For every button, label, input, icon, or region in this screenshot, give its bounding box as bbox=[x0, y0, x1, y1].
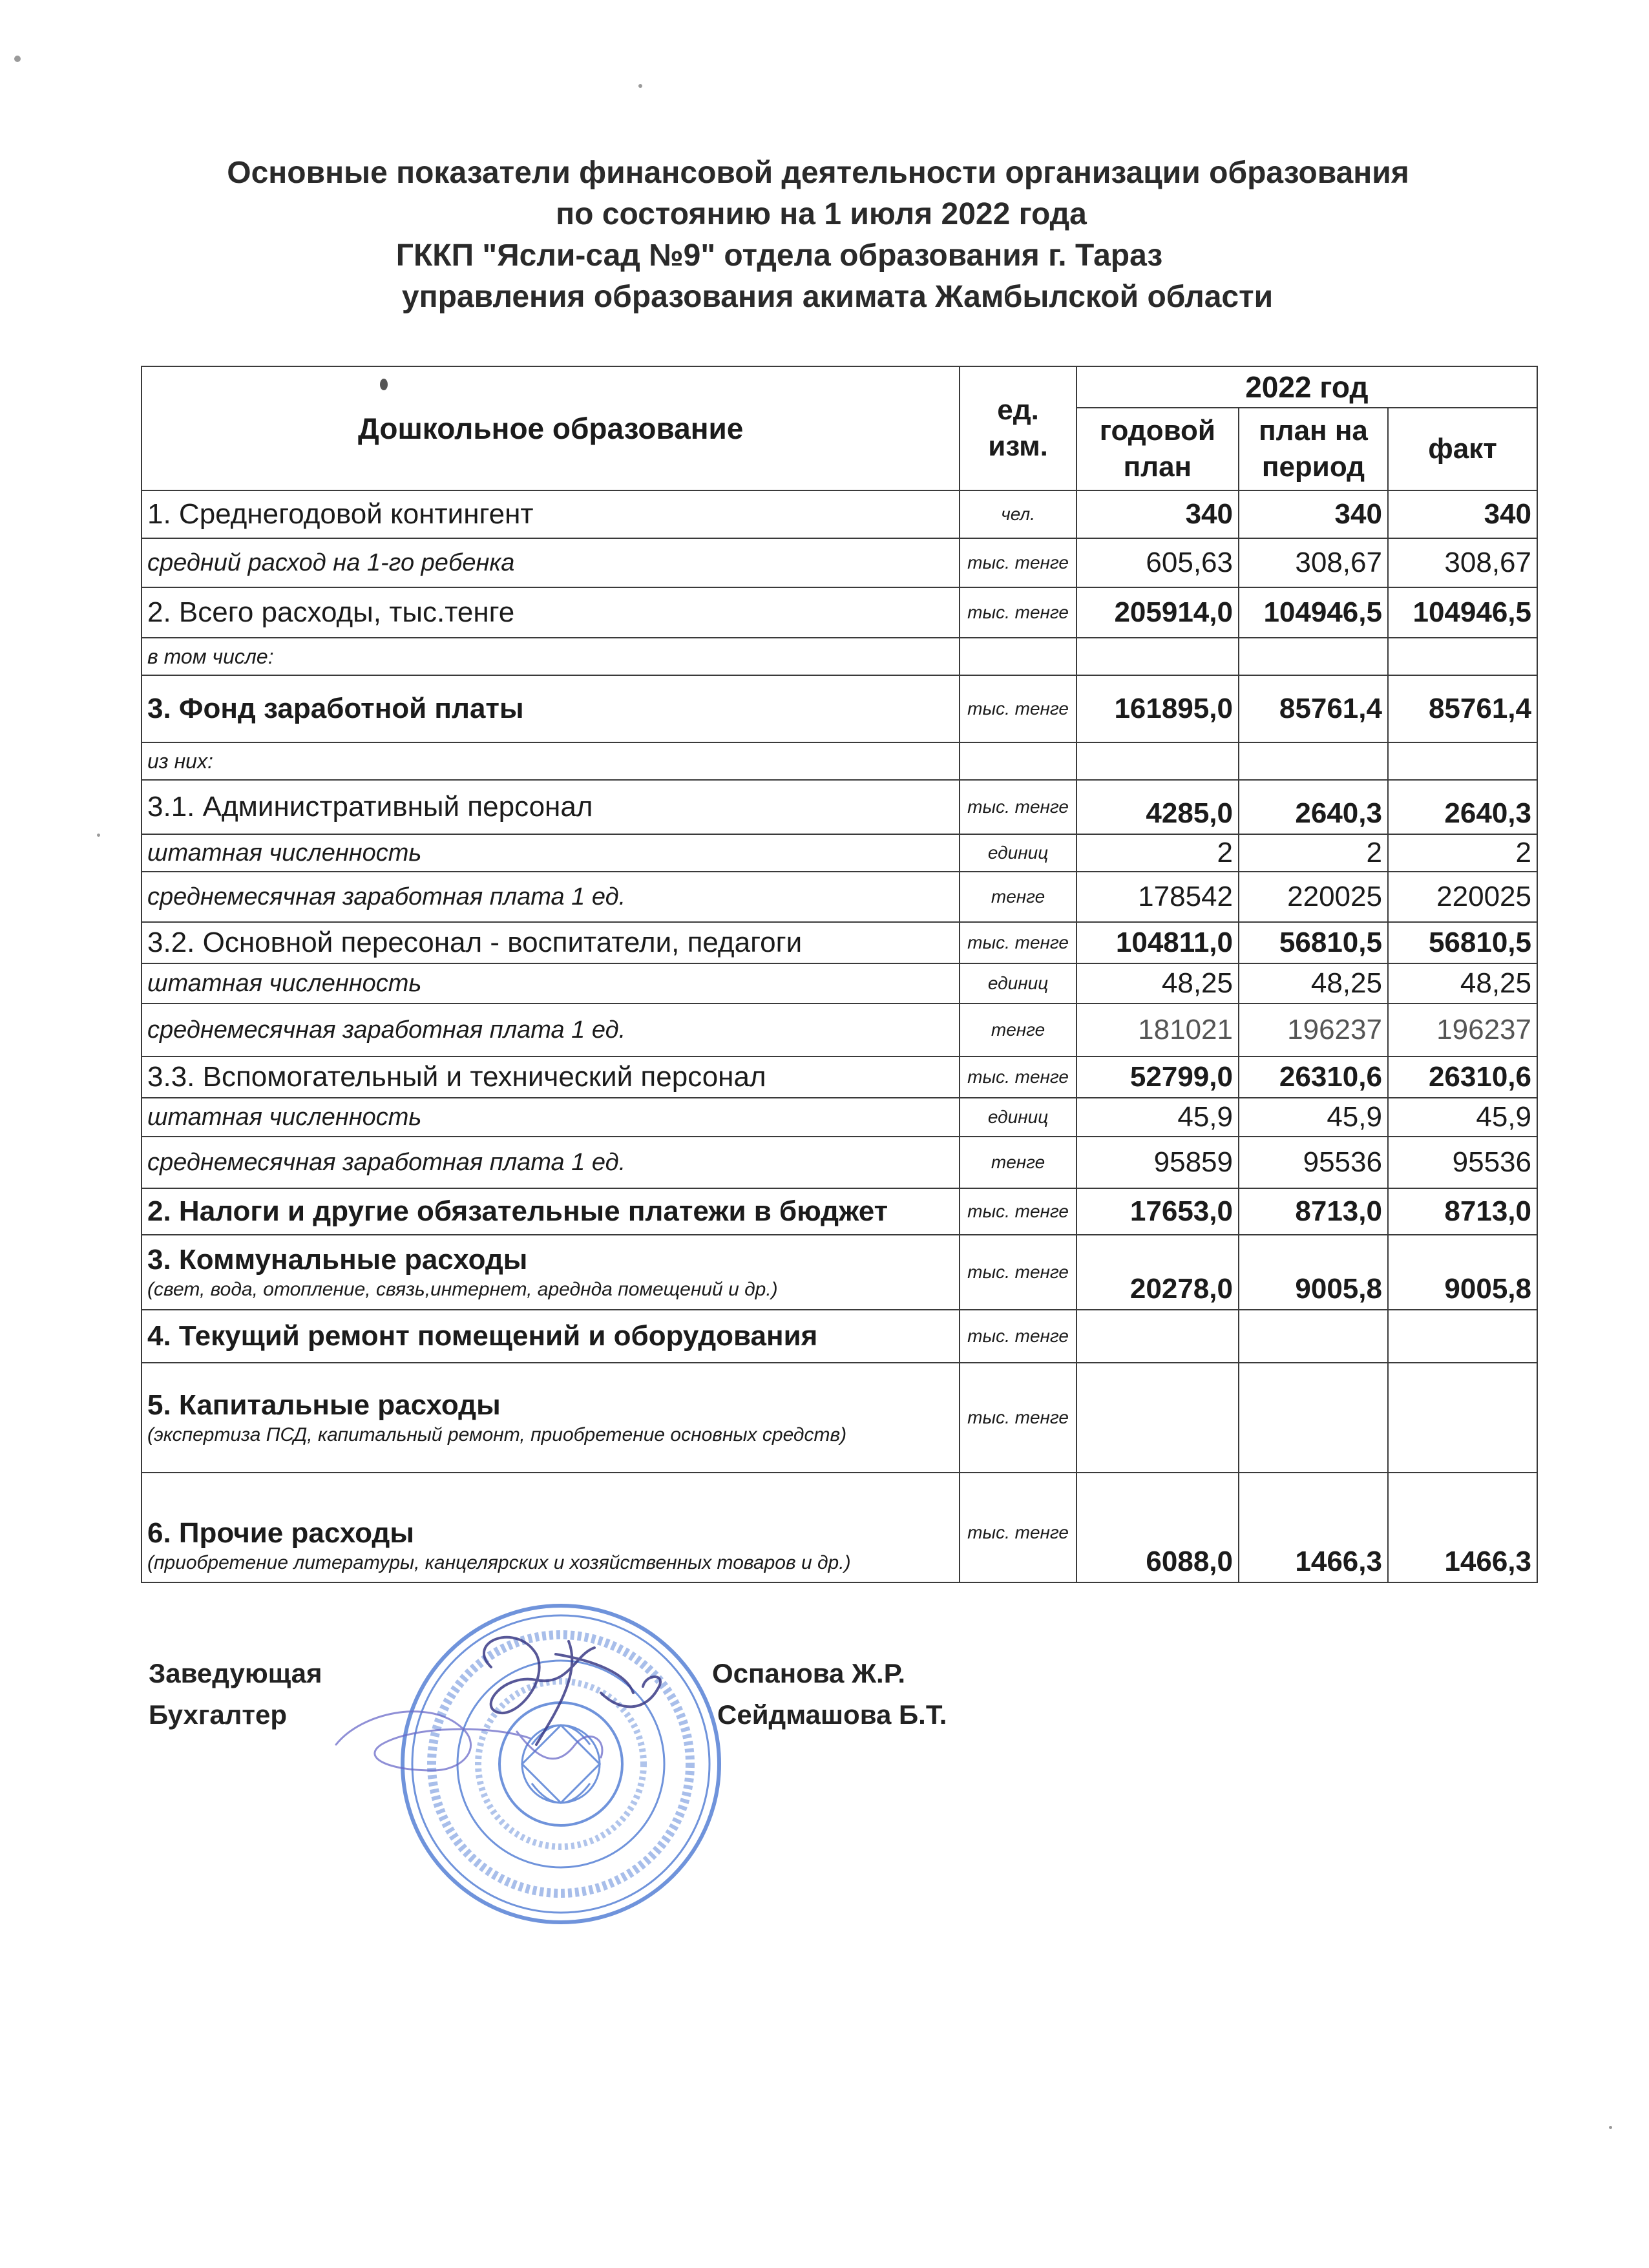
row-unit: единиц bbox=[960, 963, 1076, 1003]
row-unit: тыс. тенге bbox=[960, 1473, 1076, 1582]
row-fact: 85761,4 bbox=[1388, 675, 1537, 742]
row-annual-plan: 178542 bbox=[1077, 872, 1239, 922]
accountant-name: Сейдмашова Б.Т. bbox=[717, 1699, 947, 1730]
row-label: среднемесячная заработная плата 1 ед. bbox=[142, 1137, 960, 1188]
scan-speck bbox=[14, 56, 21, 62]
row-annual-plan: 17653,0 bbox=[1077, 1188, 1239, 1235]
row-label: 2. Налоги и другие обязательные платежи в бюджет bbox=[142, 1188, 960, 1235]
row-period-plan: 56810,5 bbox=[1239, 922, 1388, 963]
row-fact: 8713,0 bbox=[1388, 1188, 1537, 1235]
row-label: 3.1. Административный персонал bbox=[142, 780, 960, 834]
row-label bbox=[142, 1473, 960, 1582]
table-row bbox=[142, 638, 1537, 675]
row-unit: тыс. тенге bbox=[960, 1235, 1076, 1310]
row-fact: 45,9 bbox=[1388, 1098, 1537, 1137]
row-unit: тыс. тенге bbox=[960, 1056, 1076, 1098]
accountant-title: Бухгалтер bbox=[149, 1699, 287, 1730]
row-annual-plan: 4285,0 bbox=[1077, 780, 1239, 834]
row-fact: 104946,5 bbox=[1388, 587, 1537, 638]
row-fact: 2640,3 bbox=[1388, 780, 1537, 834]
row-period-plan: 2640,3 bbox=[1239, 780, 1388, 834]
head-name: Оспанова Ж.Р. bbox=[712, 1658, 906, 1688]
row-label: штатная численность bbox=[142, 963, 960, 1003]
row-fact bbox=[1388, 1363, 1537, 1473]
row-period-plan bbox=[1239, 1310, 1388, 1363]
row-fact: 9005,8 bbox=[1388, 1235, 1537, 1310]
title-line-1: Основные показатели финансовой деятельности организации образования bbox=[227, 156, 1409, 190]
row-annual-plan: 605,63 bbox=[1077, 538, 1239, 587]
title-line-3: ГККП "Ясли-сад №9" отдела образования г. Тараз bbox=[395, 238, 1163, 273]
header-period-plan: план на период bbox=[1239, 408, 1388, 490]
row-unit: единиц bbox=[960, 834, 1076, 872]
row-note: (экспертиза ПСД, капитальный ремонт, приобретение основных средств) bbox=[147, 1424, 847, 1445]
row-fact bbox=[1388, 1310, 1537, 1363]
row-annual-plan: 104811,0 bbox=[1077, 922, 1239, 963]
row-annual-plan bbox=[1077, 1363, 1239, 1473]
row-period-plan: 2 bbox=[1239, 834, 1388, 872]
row-period-plan bbox=[1239, 742, 1388, 780]
row-label: среднемесячная заработная плата 1 ед. bbox=[142, 872, 960, 922]
row-unit: чел. bbox=[960, 490, 1076, 538]
row-unit bbox=[960, 638, 1076, 675]
row-annual-plan: 340 bbox=[1077, 490, 1239, 538]
row-title: 6. Прочие расходы bbox=[147, 1517, 414, 1549]
row-period-plan: 45,9 bbox=[1239, 1098, 1388, 1137]
row-period-plan: 9005,8 bbox=[1239, 1235, 1388, 1310]
row-note: (свет, вода, отопление, связь,интернет, ареднда помещений и др.) bbox=[147, 1279, 778, 1300]
row-annual-plan: 181021 bbox=[1077, 1003, 1239, 1056]
row-period-plan: 95536 bbox=[1239, 1137, 1388, 1188]
row-label: 1. Среднегодовой контингент bbox=[142, 490, 960, 538]
row-label bbox=[142, 1363, 960, 1473]
title-line-2: по состоянию на 1 июля 2022 года bbox=[556, 197, 1087, 231]
row-fact: 56810,5 bbox=[1388, 922, 1537, 963]
row-unit: тыс. тенге bbox=[960, 587, 1076, 638]
table-row bbox=[142, 675, 1537, 742]
row-period-plan: 340 bbox=[1239, 490, 1388, 538]
row-unit: тыс. тенге bbox=[960, 780, 1076, 834]
header-unit: ед. изм. bbox=[960, 366, 1076, 490]
row-unit: тенге bbox=[960, 1003, 1076, 1056]
row-annual-plan: 52799,0 bbox=[1077, 1056, 1239, 1098]
row-fact: 220025 bbox=[1388, 872, 1537, 922]
row-annual-plan bbox=[1077, 1310, 1239, 1363]
row-label: штатная численность bbox=[142, 1098, 960, 1137]
row-period-plan: 85761,4 bbox=[1239, 675, 1388, 742]
row-fact: 26310,6 bbox=[1388, 1056, 1537, 1098]
table-row bbox=[142, 922, 1537, 963]
row-fact: 95536 bbox=[1388, 1137, 1537, 1188]
row-annual-plan: 20278,0 bbox=[1077, 1235, 1239, 1310]
title-line-4: управления образования акимата Жамбылской области bbox=[401, 280, 1274, 314]
table-row bbox=[142, 490, 1537, 538]
row-unit: единиц bbox=[960, 1098, 1076, 1137]
row-unit: тыс. тенге bbox=[960, 675, 1076, 742]
table-row bbox=[142, 1235, 1537, 1310]
row-annual-plan: 2 bbox=[1077, 834, 1239, 872]
row-annual-plan: 48,25 bbox=[1077, 963, 1239, 1003]
row-period-plan: 8713,0 bbox=[1239, 1188, 1388, 1235]
header-annual-plan: годовой план bbox=[1077, 408, 1239, 490]
row-label: 3.2. Основной пересонал - воспитатели, педагоги bbox=[142, 922, 960, 963]
handwritten-signature bbox=[323, 1615, 775, 1822]
row-period-plan: 196237 bbox=[1239, 1003, 1388, 1056]
row-fact: 308,67 bbox=[1388, 538, 1537, 587]
row-period-plan: 104946,5 bbox=[1239, 587, 1388, 638]
header-fact: факт bbox=[1388, 408, 1537, 490]
table-row bbox=[142, 1363, 1537, 1473]
table-row bbox=[142, 963, 1537, 1003]
row-annual-plan: 6088,0 bbox=[1077, 1473, 1239, 1582]
row-label: 3. Фонд заработной платы bbox=[142, 675, 960, 742]
row-annual-plan: 95859 bbox=[1077, 1137, 1239, 1188]
row-label: штатная численность bbox=[142, 834, 960, 872]
scan-speck bbox=[97, 834, 100, 837]
row-period-plan: 1466,3 bbox=[1239, 1473, 1388, 1582]
table-row bbox=[142, 872, 1537, 922]
row-title: 3. Коммунальные расходы bbox=[147, 1244, 528, 1276]
row-unit: тыс. тенге bbox=[960, 1363, 1076, 1473]
row-label bbox=[142, 1235, 960, 1310]
row-label: в том числе: bbox=[142, 638, 960, 675]
table-row bbox=[142, 1098, 1537, 1137]
row-period-plan: 26310,6 bbox=[1239, 1056, 1388, 1098]
financial-indicators-table bbox=[141, 366, 1538, 1583]
row-unit: тыс. тенге bbox=[960, 1188, 1076, 1235]
table-row bbox=[142, 538, 1537, 587]
header-preschool-education: Дошкольное образование bbox=[142, 366, 960, 490]
row-annual-plan: 45,9 bbox=[1077, 1098, 1239, 1137]
row-fact: 196237 bbox=[1388, 1003, 1537, 1056]
row-unit: тыс. тенге bbox=[960, 922, 1076, 963]
row-unit: тенге bbox=[960, 872, 1076, 922]
head-title: Заведующая bbox=[149, 1658, 322, 1688]
row-annual-plan: 205914,0 bbox=[1077, 587, 1239, 638]
table-row bbox=[142, 587, 1537, 638]
row-label: 3.3. Вспомогательный и технический персонал bbox=[142, 1056, 960, 1098]
row-unit bbox=[960, 742, 1076, 780]
row-label: среднемесячная заработная плата 1 ед. bbox=[142, 1003, 960, 1056]
row-fact: 2 bbox=[1388, 834, 1537, 872]
row-fact: 1466,3 bbox=[1388, 1473, 1537, 1582]
row-period-plan: 48,25 bbox=[1239, 963, 1388, 1003]
row-title: 5. Капитальные расходы bbox=[147, 1389, 501, 1421]
row-unit: тыс. тенге bbox=[960, 538, 1076, 587]
row-label: из них: bbox=[142, 742, 960, 780]
row-fact bbox=[1388, 742, 1537, 780]
table-row bbox=[142, 834, 1537, 872]
row-period-plan: 308,67 bbox=[1239, 538, 1388, 587]
table-row bbox=[142, 1056, 1537, 1098]
row-annual-plan bbox=[1077, 638, 1239, 675]
row-unit: тыс. тенге bbox=[960, 1310, 1076, 1363]
row-unit: тенге bbox=[960, 1137, 1076, 1188]
table-row bbox=[142, 742, 1537, 780]
row-label: 2. Всего расходы, тыс.тенге bbox=[142, 587, 960, 638]
row-annual-plan: 161895,0 bbox=[1077, 675, 1239, 742]
scan-speck bbox=[1609, 2126, 1612, 2129]
row-period-plan: 220025 bbox=[1239, 872, 1388, 922]
row-period-plan bbox=[1239, 1363, 1388, 1473]
row-period-plan bbox=[1239, 638, 1388, 675]
row-fact: 340 bbox=[1388, 490, 1537, 538]
table-row bbox=[142, 1473, 1537, 1582]
row-label: 4. Текущий ремонт помещений и оборудования bbox=[142, 1310, 960, 1363]
table-row bbox=[142, 780, 1537, 834]
row-fact: 48,25 bbox=[1388, 963, 1537, 1003]
row-note: (приобретение литературы, канцелярских и хозяйственных товаров и др.) bbox=[147, 1552, 851, 1573]
row-label: средний расход на 1-го ребенка bbox=[142, 538, 960, 587]
row-annual-plan bbox=[1077, 742, 1239, 780]
scan-speck bbox=[638, 84, 642, 88]
table-row bbox=[142, 1003, 1537, 1056]
header-year: 2022 год bbox=[1077, 366, 1537, 408]
row-fact bbox=[1388, 638, 1537, 675]
table-row bbox=[142, 1137, 1537, 1188]
document-title bbox=[0, 152, 1649, 318]
table-row bbox=[142, 1310, 1537, 1363]
table-row bbox=[142, 1188, 1537, 1235]
